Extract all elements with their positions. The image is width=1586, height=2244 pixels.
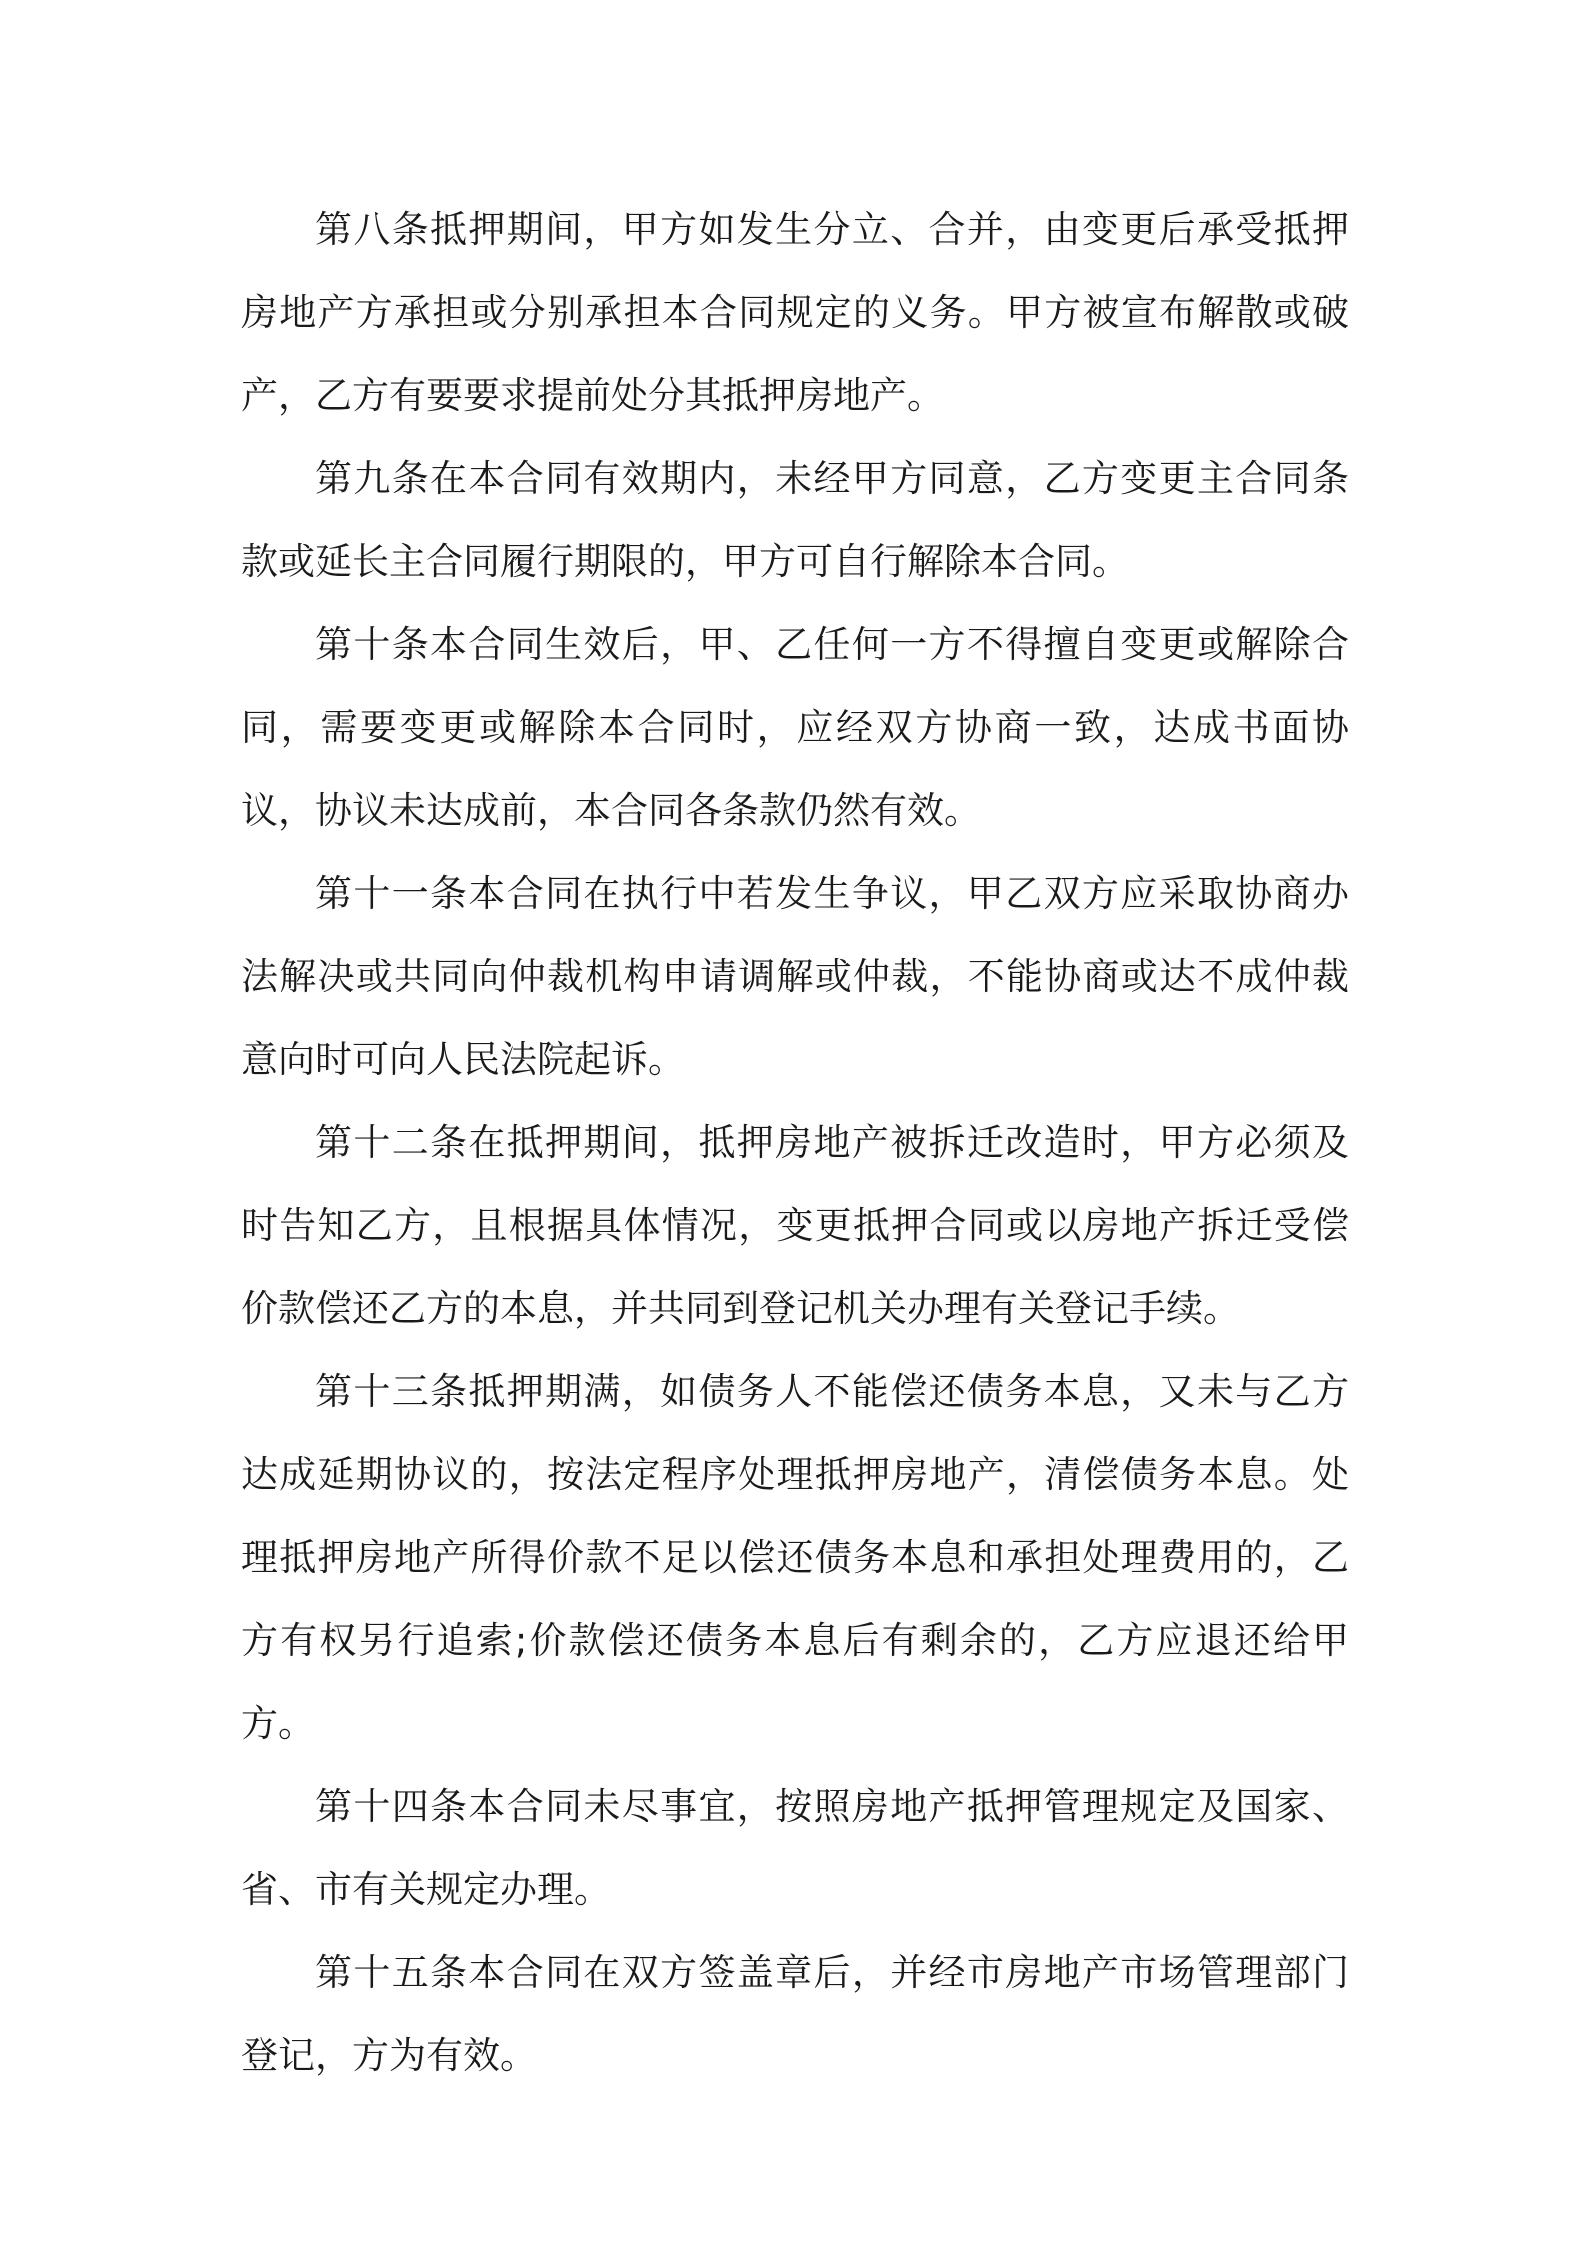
article-12-paragraph: 第十二条在抵押期间，抵押房地产被拆迁改造时，甲方必须及时告知乙方，且根据具体情况，变更抵押合同或以房地产拆迁受偿价款偿还乙方的本息，并共同到登记机关办理有关登记手续。 — [241, 1121, 1349, 1330]
article-10-paragraph: 第十条本合同生效后，甲、乙任何一方不得擅自变更或解除合同，需要变更或解除本合同时，应经双方协商一致，达成书面协议，协议未达成前，本合同各条款仍然有效。 — [241, 623, 1349, 832]
article-8-paragraph: 第八条抵押期间，甲方如发生分立、合并，由变更后承受抵押房地产方承担或分别承担本合同规定的义务。甲方被宣布解散或破产，乙方有要要求提前处分其抵押房地产。 — [241, 208, 1349, 417]
article-15-paragraph: 第十五条本合同在双方签盖章后，并经市房地产市场管理部门登记，方为有效。 — [241, 1951, 1349, 2077]
article-13-paragraph: 第十三条抵押期满，如债务人不能偿还债务本息，又未与乙方达成延期协议的，按法定程序处理抵押房地产，清偿债务本息。处理抵押房地产所得价款不足以偿还债务本息和承担处理费用的，乙方有权另行追索;价款偿还债务本息后有剩余的，乙方应退还给甲方。 — [241, 1370, 1349, 1745]
document-body — [241, 188, 1349, 2097]
article-14-paragraph: 第十四条本合同未尽事宜，按照房地产抵押管理规定及国家、省、市有关规定办理。 — [241, 1785, 1349, 1911]
article-11-paragraph: 第十一条本合同在执行中若发生争议，甲乙双方应采取协商办法解决或共同向仲裁机构申请调解或仲裁，不能协商或达不成仲裁意向时可向人民法院起诉。 — [241, 872, 1349, 1081]
article-9-paragraph: 第九条在本合同有效期内，未经甲方同意，乙方变更主合同条款或延长主合同履行期限的，甲方可自行解除本合同。 — [241, 457, 1349, 583]
